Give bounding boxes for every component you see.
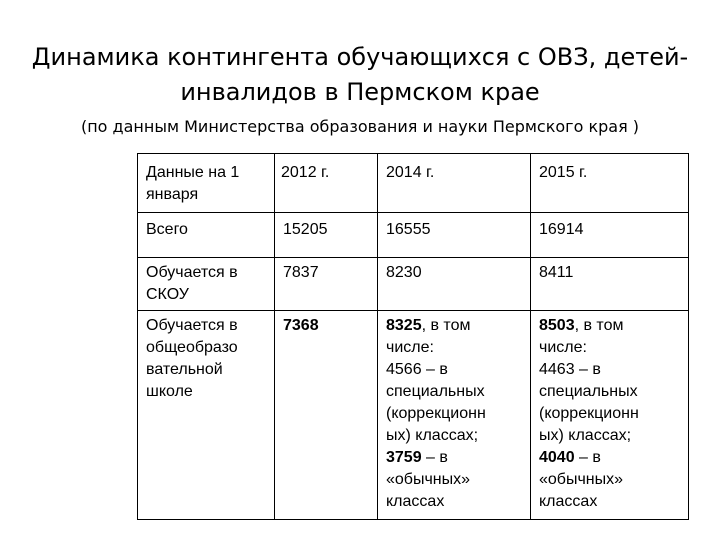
general-2014-line: «обычных»	[386, 471, 471, 488]
general-2015-line: 4463 – в	[539, 361, 601, 378]
general-2015-line: ых) классах;	[539, 427, 632, 444]
row-label-skou: Обучается в СКОУ	[138, 258, 275, 311]
table-header-row	[138, 154, 689, 213]
general-2015-total-line	[539, 315, 680, 337]
contingent-table	[137, 153, 689, 520]
page-title	[0, 40, 720, 110]
label-line: школе	[146, 383, 193, 400]
label-line: общеобразо	[146, 339, 238, 356]
row-label-total: Всего	[138, 213, 275, 258]
general-2015	[531, 311, 689, 520]
general-2014-line: 4566 – в	[386, 361, 448, 378]
skou-2012: 7837	[275, 258, 378, 311]
general-2014-total-suffix: , в том	[421, 317, 471, 334]
general-2014-regular-suffix: – в	[421, 449, 448, 466]
general-2015-regular-suffix: – в	[574, 449, 601, 466]
general-2014-line: специальных	[386, 383, 485, 400]
general-2012	[275, 311, 378, 520]
general-2015-regular-line	[539, 447, 680, 469]
skou-2015: 8411	[531, 258, 689, 311]
total-2014: 16555	[378, 213, 531, 258]
header-2012: 2012 г.	[275, 154, 378, 213]
label-line: вательной	[146, 361, 223, 378]
general-2015-line: классах	[539, 493, 598, 510]
page-subtitle: (по данным Министерства образования и науки Пермского края )	[80, 117, 640, 136]
general-2014-regular: 3759	[386, 449, 422, 466]
total-2012: 15205	[275, 213, 378, 258]
general-2014-total-line	[386, 315, 522, 337]
skou-2014: 8230	[378, 258, 531, 311]
general-2014-line: классах	[386, 493, 445, 510]
general-2015-line: (коррекционн	[539, 405, 639, 422]
general-2014-line: (коррекционн	[386, 405, 486, 422]
table-row-general-school	[138, 311, 689, 520]
title-line-1: Динамика контингента обучающихся с ОВЗ, детей-	[31, 43, 689, 71]
header-date-label: Данные на 1 января	[138, 154, 275, 213]
table-row-skou	[138, 258, 689, 311]
header-2015: 2015 г.	[531, 154, 689, 213]
header-2014: 2014 г.	[378, 154, 531, 213]
table-row-total	[138, 213, 689, 258]
general-2014-line: числе:	[386, 339, 434, 356]
general-2012-value: 7368	[283, 317, 319, 334]
row-label-general-school	[138, 311, 275, 520]
label-line: Обучается в	[146, 317, 238, 334]
general-2015-total-suffix: , в том	[574, 317, 624, 334]
general-2015-regular: 4040	[539, 449, 575, 466]
general-2015-line: специальных	[539, 383, 638, 400]
general-2015-line: числе:	[539, 339, 587, 356]
general-2014-total: 8325	[386, 317, 422, 334]
title-line-2: инвалидов в Пермском крае	[180, 78, 540, 106]
general-2015-line: «обычных»	[539, 471, 624, 488]
total-2015: 16914	[531, 213, 689, 258]
general-2014	[378, 311, 531, 520]
general-2015-total: 8503	[539, 317, 575, 334]
general-2014-regular-line	[386, 447, 522, 469]
general-2014-line: ых) классах;	[386, 427, 479, 444]
